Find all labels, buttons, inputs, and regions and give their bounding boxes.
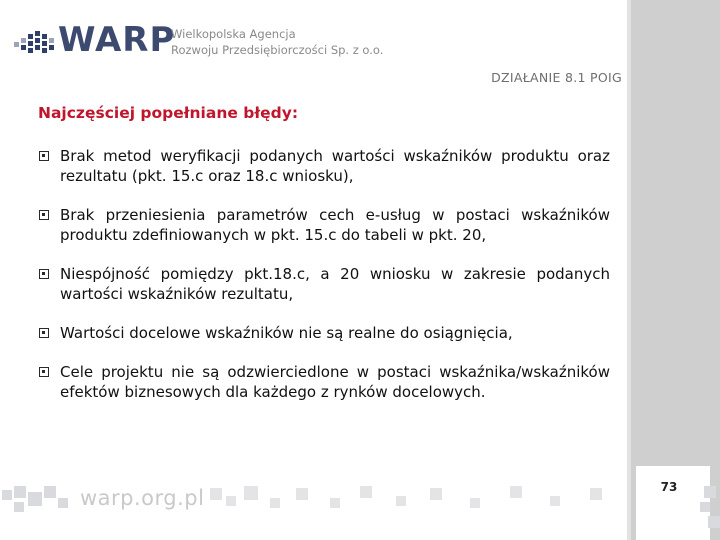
bullet-item [38,323,610,343]
page-number-box [636,466,710,540]
page-number: 73 [660,480,678,494]
bullet-text: Cele projektu nie są odzwierciedlone w postaci wskaźnika/wskaźników efektów biznesowych dla każdego z rynków docelowych. [60,363,610,401]
logo-dots-icon [14,28,56,54]
footer [0,478,627,540]
right-side-panel [627,0,720,540]
square-bullet-icon [39,210,49,220]
bullet-item [38,264,610,304]
square-bullet-icon [39,328,49,338]
logo-subtitle-line-1: Wielkopolska Agencja [171,27,296,41]
square-bullet-icon [39,367,49,377]
logo-subtitle-line-2: Rozwoju Przedsiębiorczości Sp. z o.o. [171,43,384,57]
square-bullet-icon [39,151,49,161]
footer-squares-decoration [0,484,70,516]
footer-squares-decoration-right [200,484,620,516]
slide-title: Najczęściej popełniane błędy: [38,104,299,122]
bullet-item [38,146,610,186]
bullet-item [38,205,610,245]
bullet-text: Brak przeniesienia parametrów cech e-usług w postaci wskaźników produktu zdefiniowanych w pkt. 15.c do tabeli w pkt. 20, [60,206,610,244]
corner-squares-decoration [700,486,720,540]
footer-url: warp.org.pl [80,486,205,510]
square-bullet-icon [39,269,49,279]
bullet-text: Brak metod weryfikacji podanych wartości wskaźników produktu oraz rezultatu (pkt. 15.c oraz 18.c wniosku), [60,147,610,185]
bullet-text: Niespójność pomiędzy pkt.18.c, a 20 wniosku w zakresie podanych wartości wskaźników rezultatu, [60,265,610,303]
bullet-item [38,362,610,402]
bullet-text: Wartości docelowe wskaźników nie są realne do osiągnięcia, [60,324,513,342]
programme-label: DZIAŁANIE 8.1 POIG [491,70,622,85]
right-side-panel-edge [627,0,631,540]
bullet-list [38,146,610,421]
logo-subtitle [171,26,411,58]
logo-wordmark: WARP [58,20,176,60]
